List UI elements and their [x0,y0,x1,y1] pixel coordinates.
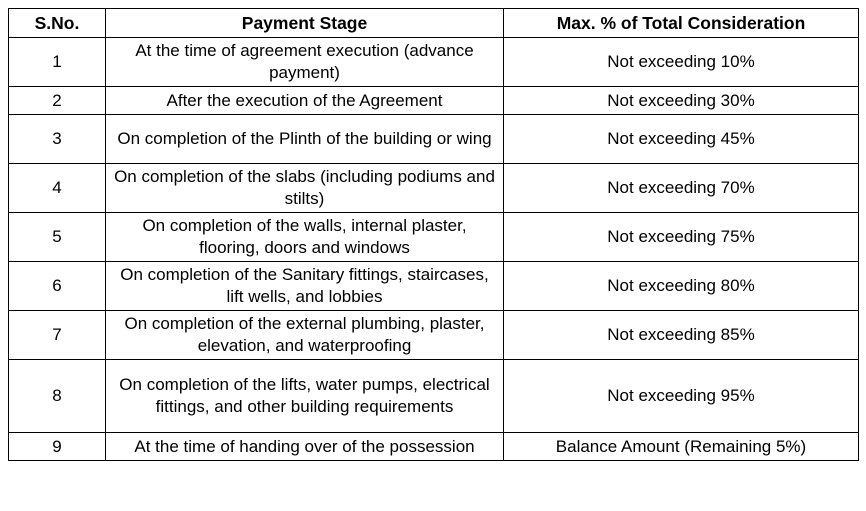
table-row [9,115,859,164]
cell-max-percent: Not exceeding 10% [504,38,859,87]
cell-payment-stage: On completion of the lifts, water pumps, electrical fittings, and other building requirements [106,360,504,433]
header-max-percent: Max. % of Total Consideration [504,9,859,38]
cell-max-percent: Not exceeding 75% [504,213,859,262]
table-row [9,360,859,433]
cell-max-percent: Not exceeding 45% [504,115,859,164]
cell-sno: 6 [9,262,106,311]
cell-sno: 9 [9,433,106,461]
header-sno: S.No. [9,9,106,38]
cell-payment-stage: On completion of the walls, internal plaster, flooring, doors and windows [106,213,504,262]
cell-max-percent: Not exceeding 80% [504,262,859,311]
cell-max-percent: Balance Amount (Remaining 5%) [504,433,859,461]
cell-payment-stage: At the time of agreement execution (advance payment) [106,38,504,87]
table-row [9,38,859,87]
cell-max-percent: Not exceeding 70% [504,164,859,213]
cell-max-percent: Not exceeding 85% [504,311,859,360]
table-row [9,433,859,461]
cell-sno: 2 [9,87,106,115]
table-row [9,87,859,115]
cell-sno: 4 [9,164,106,213]
cell-payment-stage: After the execution of the Agreement [106,87,504,115]
cell-sno: 5 [9,213,106,262]
header-row [9,9,859,38]
cell-sno: 8 [9,360,106,433]
cell-max-percent: Not exceeding 95% [504,360,859,433]
cell-payment-stage: On completion of the Plinth of the building or wing [106,115,504,164]
cell-payment-stage: On completion of the slabs (including podiums and stilts) [106,164,504,213]
payment-schedule-table [8,8,859,461]
table-row [9,213,859,262]
cell-payment-stage: On completion of the external plumbing, plaster, elevation, and waterproofing [106,311,504,360]
table-row [9,262,859,311]
cell-sno: 7 [9,311,106,360]
table-row [9,164,859,213]
cell-sno: 3 [9,115,106,164]
header-payment-stage: Payment Stage [106,9,504,38]
cell-max-percent: Not exceeding 30% [504,87,859,115]
table-row [9,311,859,360]
cell-payment-stage: At the time of handing over of the possession [106,433,504,461]
cell-sno: 1 [9,38,106,87]
table-header [9,9,859,38]
table-body [9,38,859,461]
cell-payment-stage: On completion of the Sanitary fittings, staircases, lift wells, and lobbies [106,262,504,311]
